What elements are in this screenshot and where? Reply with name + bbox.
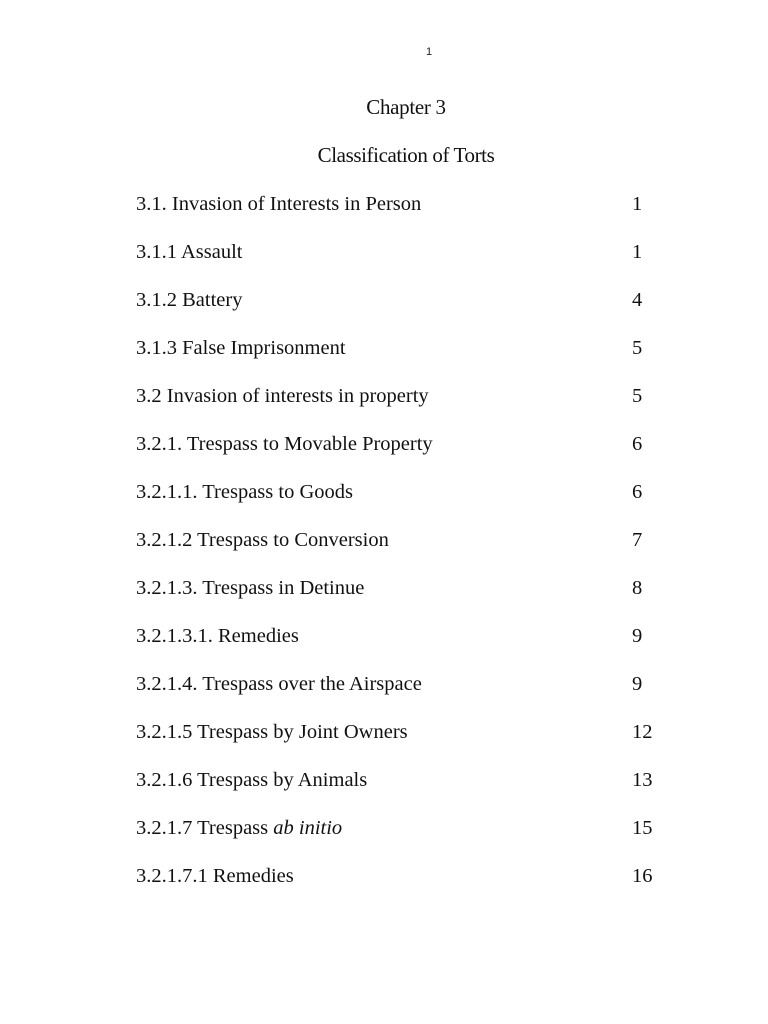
toc-entry <box>136 430 666 478</box>
toc-entry-page: 1 <box>632 241 643 263</box>
toc-entry-page: 13 <box>632 769 653 791</box>
toc-entry <box>136 862 666 910</box>
toc-entry <box>136 286 666 334</box>
toc-entry-label: 3.2.1.7.1 Remedies <box>136 865 294 887</box>
toc-entry-label: 3.2.1.6 Trespass by Animals <box>136 769 368 791</box>
toc-entry-label: 3.2.1.1. Trespass to Goods <box>136 481 353 503</box>
toc-entry <box>136 190 666 238</box>
toc-entry-label: 3.1.2 Battery <box>136 289 243 311</box>
toc-entry-page: 5 <box>632 337 643 359</box>
toc-entry <box>136 670 666 718</box>
toc-entry-page: 9 <box>632 625 643 647</box>
toc-entry <box>136 382 666 430</box>
toc-entry-label <box>136 814 342 842</box>
toc-entry-label: 3.2.1.2 Trespass to Conversion <box>136 529 389 551</box>
toc-entry-page: 8 <box>632 577 643 599</box>
page-number: 1 <box>425 46 433 58</box>
toc-entry-page: 4 <box>632 289 643 311</box>
toc-entry-label: 3.2.1. Trespass to Movable Property <box>136 433 433 455</box>
toc-entry-page: 12 <box>632 721 653 743</box>
toc-entry <box>136 622 666 670</box>
toc-entry-page: 1 <box>632 193 643 215</box>
toc-entry-label-italic: ab initio <box>273 817 343 839</box>
toc-entry-label: 3.2.1.3.1. Remedies <box>136 625 299 647</box>
chapter-subtitle: Classification of Torts <box>317 143 495 167</box>
toc-entry <box>136 574 666 622</box>
table-of-contents <box>136 190 666 910</box>
toc-entry-label: 3.1.3 False Imprisonment <box>136 337 346 359</box>
chapter-title: Chapter 3 <box>366 95 446 119</box>
toc-entry-label: 3.2.1.5 Trespass by Joint Owners <box>136 721 408 743</box>
toc-entry-page: 7 <box>632 529 643 551</box>
toc-entry-label: 3.2.1.4. Trespass over the Airspace <box>136 673 422 695</box>
toc-entry-page: 6 <box>632 433 643 455</box>
toc-entry-label-text: 3.2.1.7 Trespass <box>136 817 269 839</box>
toc-entry-page: 16 <box>632 865 653 887</box>
toc-entry <box>136 526 666 574</box>
toc-entry <box>136 766 666 814</box>
toc-entry-page: 15 <box>632 817 653 839</box>
toc-entry <box>136 238 666 286</box>
toc-entry-label: 3.1.1 Assault <box>136 241 243 263</box>
toc-entry <box>136 814 666 862</box>
toc-entry-label: 3.1. Invasion of Interests in Person <box>136 193 422 215</box>
toc-entry-page: 9 <box>632 673 643 695</box>
toc-entry-label: 3.2 Invasion of interests in property <box>136 385 429 407</box>
toc-entry-label: 3.2.1.3. Trespass in Detinue <box>136 577 365 599</box>
toc-entry <box>136 718 666 766</box>
toc-entry <box>136 478 666 526</box>
toc-entry-page: 6 <box>632 481 643 503</box>
toc-entry <box>136 334 666 382</box>
toc-entry-page: 5 <box>632 385 643 407</box>
